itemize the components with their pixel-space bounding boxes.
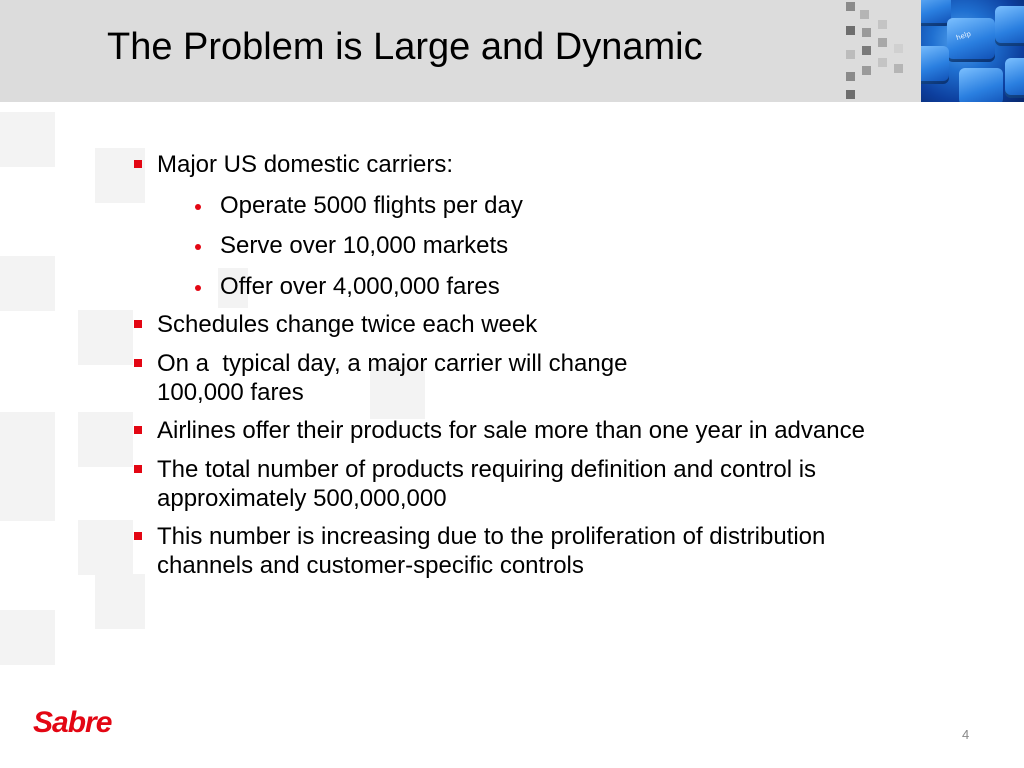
sub-bullet-item <box>157 191 903 220</box>
square-bullet-icon <box>134 359 142 367</box>
sub-bullet-item <box>157 231 903 260</box>
round-bullet-icon <box>195 204 201 210</box>
square-bullet-icon <box>134 320 142 328</box>
bullet-text: Schedules change twice each week <box>157 311 538 338</box>
bullet-item <box>133 349 903 407</box>
bullet-item <box>133 150 903 301</box>
bullet-list <box>133 150 903 590</box>
bullet-item <box>133 310 903 339</box>
bullet-text: The total number of products requiring definition and control is approximately 500,000,000 <box>157 455 817 512</box>
key-label: help <box>955 29 973 43</box>
round-bullet-icon <box>195 244 201 250</box>
decorative-dot-pattern <box>836 0 922 102</box>
bullet-item <box>133 455 903 513</box>
page-number: 4 <box>962 727 970 742</box>
bullet-item <box>133 522 903 580</box>
square-bullet-icon <box>134 160 142 168</box>
sub-bullet-text: Operate 5000 flights per day <box>220 191 523 219</box>
square-bullet-icon <box>134 465 142 473</box>
bullet-item <box>133 416 903 445</box>
round-bullet-icon <box>195 285 201 291</box>
sub-bullet-text: Serve over 10,000 markets <box>220 232 509 259</box>
sabre-logo: Sabre <box>33 706 112 739</box>
slide-title: The Problem is Large and Dynamic <box>107 26 703 68</box>
bullet-text: On a typical day, a major carrier will change 100,000 fares <box>157 349 635 406</box>
bullet-text: This number is increasing due to the proliferation of distribution channels and customer-specific controls <box>157 523 826 579</box>
sub-bullet-item <box>157 272 903 301</box>
bullet-text: Airlines offer their products for sale more than one year in advance <box>157 417 865 444</box>
square-bullet-icon <box>134 532 142 540</box>
sub-bullet-text: Offer over 4,000,000 fares <box>220 272 500 300</box>
square-bullet-icon <box>134 426 142 434</box>
keyboard-help-key-icon <box>921 0 1024 102</box>
sub-bullet-list <box>157 191 903 301</box>
bullet-text: Major US domestic carriers: <box>157 151 454 178</box>
